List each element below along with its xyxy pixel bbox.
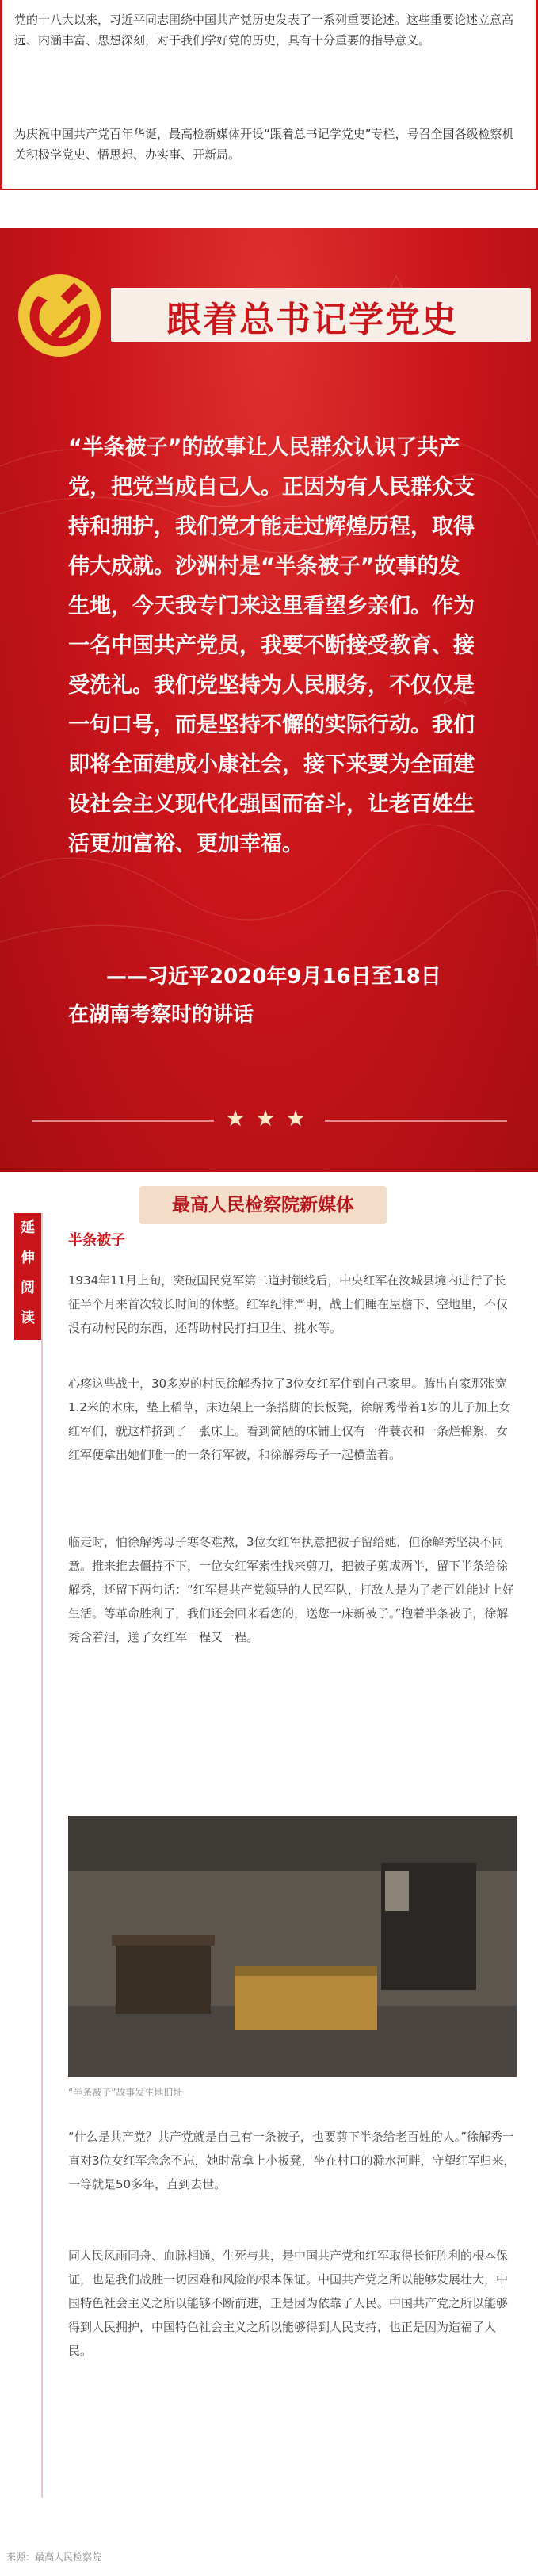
intro-border-bottom	[0, 189, 538, 190]
banner-title: 跟着总书记学党史	[166, 300, 458, 340]
story-paragraph-2: 心疼这些战士，30多岁的村民徐解秀拉了3位女红军住到自己家里。腾出自家那张宽1.2米的木床，垫上稻草，床边架上一条搭脚的长板凳，徐解秀带着1岁的儿子加上女红军们，就这样挤到了一张床上。看到简陋的床铺上仅有一件蓑衣和一条烂棉絮，女红军便拿出她们唯一的一条行军被，和徐解秀母子一起横盖着。	[68, 1376, 511, 1462]
story-paragraph-3: 临走时，怕徐解秀母子寒冬难熬，3位女红军执意把被子留给她，但徐解秀坚决不同意。推来推去僵持不下，一位女红军索性找来剪刀，把被子剪成两半，留下半条给徐解秀，还留下两句话：“红军是共产党领导的人民军队，打敌人是为了老百姓能过上好生活。等革命胜利了，我们还会回来看您的，送您一床新被子。”抱着半条被子，徐解秀含着泪，送了女红军一程又一程。	[68, 1535, 514, 1644]
extended-reading-tag	[14, 1213, 41, 1340]
column-banner	[16, 272, 460, 358]
star-icon: ★	[255, 1105, 276, 1131]
star-ornament	[220, 1105, 319, 1134]
extended-reading-section	[0, 1213, 538, 2529]
story-paragraph-5: 同人民风雨同舟、血脉相通、生死与共，是中国共产党和红军取得长征胜利的根本保证，也是我们战胜一切困难和风险的根本保证。中国共产党之所以能够发展壮大，中国特色社会主义之所以能够不断前进，正是因为依靠了人民。中国共产党之所以能够得到人民拥护，中国特色社会主义之所以能够得到人民支持，也正是因为造福了人民。	[68, 2249, 509, 2358]
star-icon: ★	[225, 1105, 246, 1131]
speech-quote: “半条被子”的故事让人民群众认识了共产党，把党当成自己人。正因为有人民群众支持和拥护，我们党才能走过辉煌历程，取得伟大成就。沙洲村是“半条被子”故事的发生地，今天我专门来这里看望乡亲们。作为一名中国共产党员，我要不断接受教育、接受洗礼。我们党坚持为人民服务，不仅仅是一句口号，而是坚持不懈的实际行动。我们即将全面建成小康社会，接下来要为全面建设社会主义现代化强国而奋斗，让老百姓生活更加富裕、更加幸福。	[68, 435, 475, 856]
extended-reading-rule	[41, 1213, 43, 2498]
story-photo	[68, 1816, 517, 2077]
divider-right	[325, 1120, 507, 1122]
quote-source	[68, 958, 480, 1034]
intro-border-left	[0, 0, 2, 190]
tag-char: 延	[21, 1219, 35, 1236]
hammer-sickle-icon	[16, 272, 111, 359]
tag-char: 读	[21, 1310, 35, 1326]
divider-left	[32, 1120, 214, 1122]
story-title: 半条被子	[68, 1232, 125, 1249]
star-icon: ★	[285, 1105, 306, 1131]
room-illustration	[68, 1816, 517, 2077]
intro-paragraph-1: 党的十八大以来，习近平同志围绕中国共产党历史发表了一系列重要论述。这些重要论述立意高远、内涵丰富、思想深刻，对于我们学好党的历史，具有十分重要的指导意义。	[14, 13, 514, 48]
story-paragraph-1: 1934年11月上旬，突破国民党军第二道封锁线后，中央红军在汝城县境内进行了长征半个月来首次较长时间的休整。红军纪律严明，战士们睡在屋檐下、空地里，不仅没有动村民的东西，还帮助村民打扫卫生、挑水等。	[68, 1273, 509, 1335]
quote-section	[0, 228, 538, 1215]
photo-caption: “半条被子”故事发生地旧址	[68, 2087, 183, 2098]
tag-char: 阅	[21, 1280, 35, 1296]
intro-section	[0, 0, 538, 197]
tag-char: 伸	[21, 1250, 35, 1266]
story-paragraph-4: “什么是共产党？共产党就是自己有一条被子，也要剪下半条给老百姓的人。”徐解秀一直对3位女红军念念不忘，她时常拿上小板凳，坐在村口的滁水河畔，守望红军归来，一等就是50多年，直到去世。	[68, 2130, 516, 2191]
intro-paragraph-2: 为庆祝中国共产党百年华诞，最高检新媒体开设“跟着总书记学党史”专栏，号召全国各级检察机关积极学党史、悟思想、办实事、开新局。	[14, 127, 514, 162]
quote-source-line-1: ——习近平2020年9月16日至18日	[106, 965, 441, 989]
quote-source-line-2: 在湖南考察时的讲话	[68, 1003, 254, 1027]
source-footer: 来源：最高人民检察院	[6, 2551, 102, 2563]
brand-tag: 最高人民检察院新媒体	[139, 1186, 387, 1224]
